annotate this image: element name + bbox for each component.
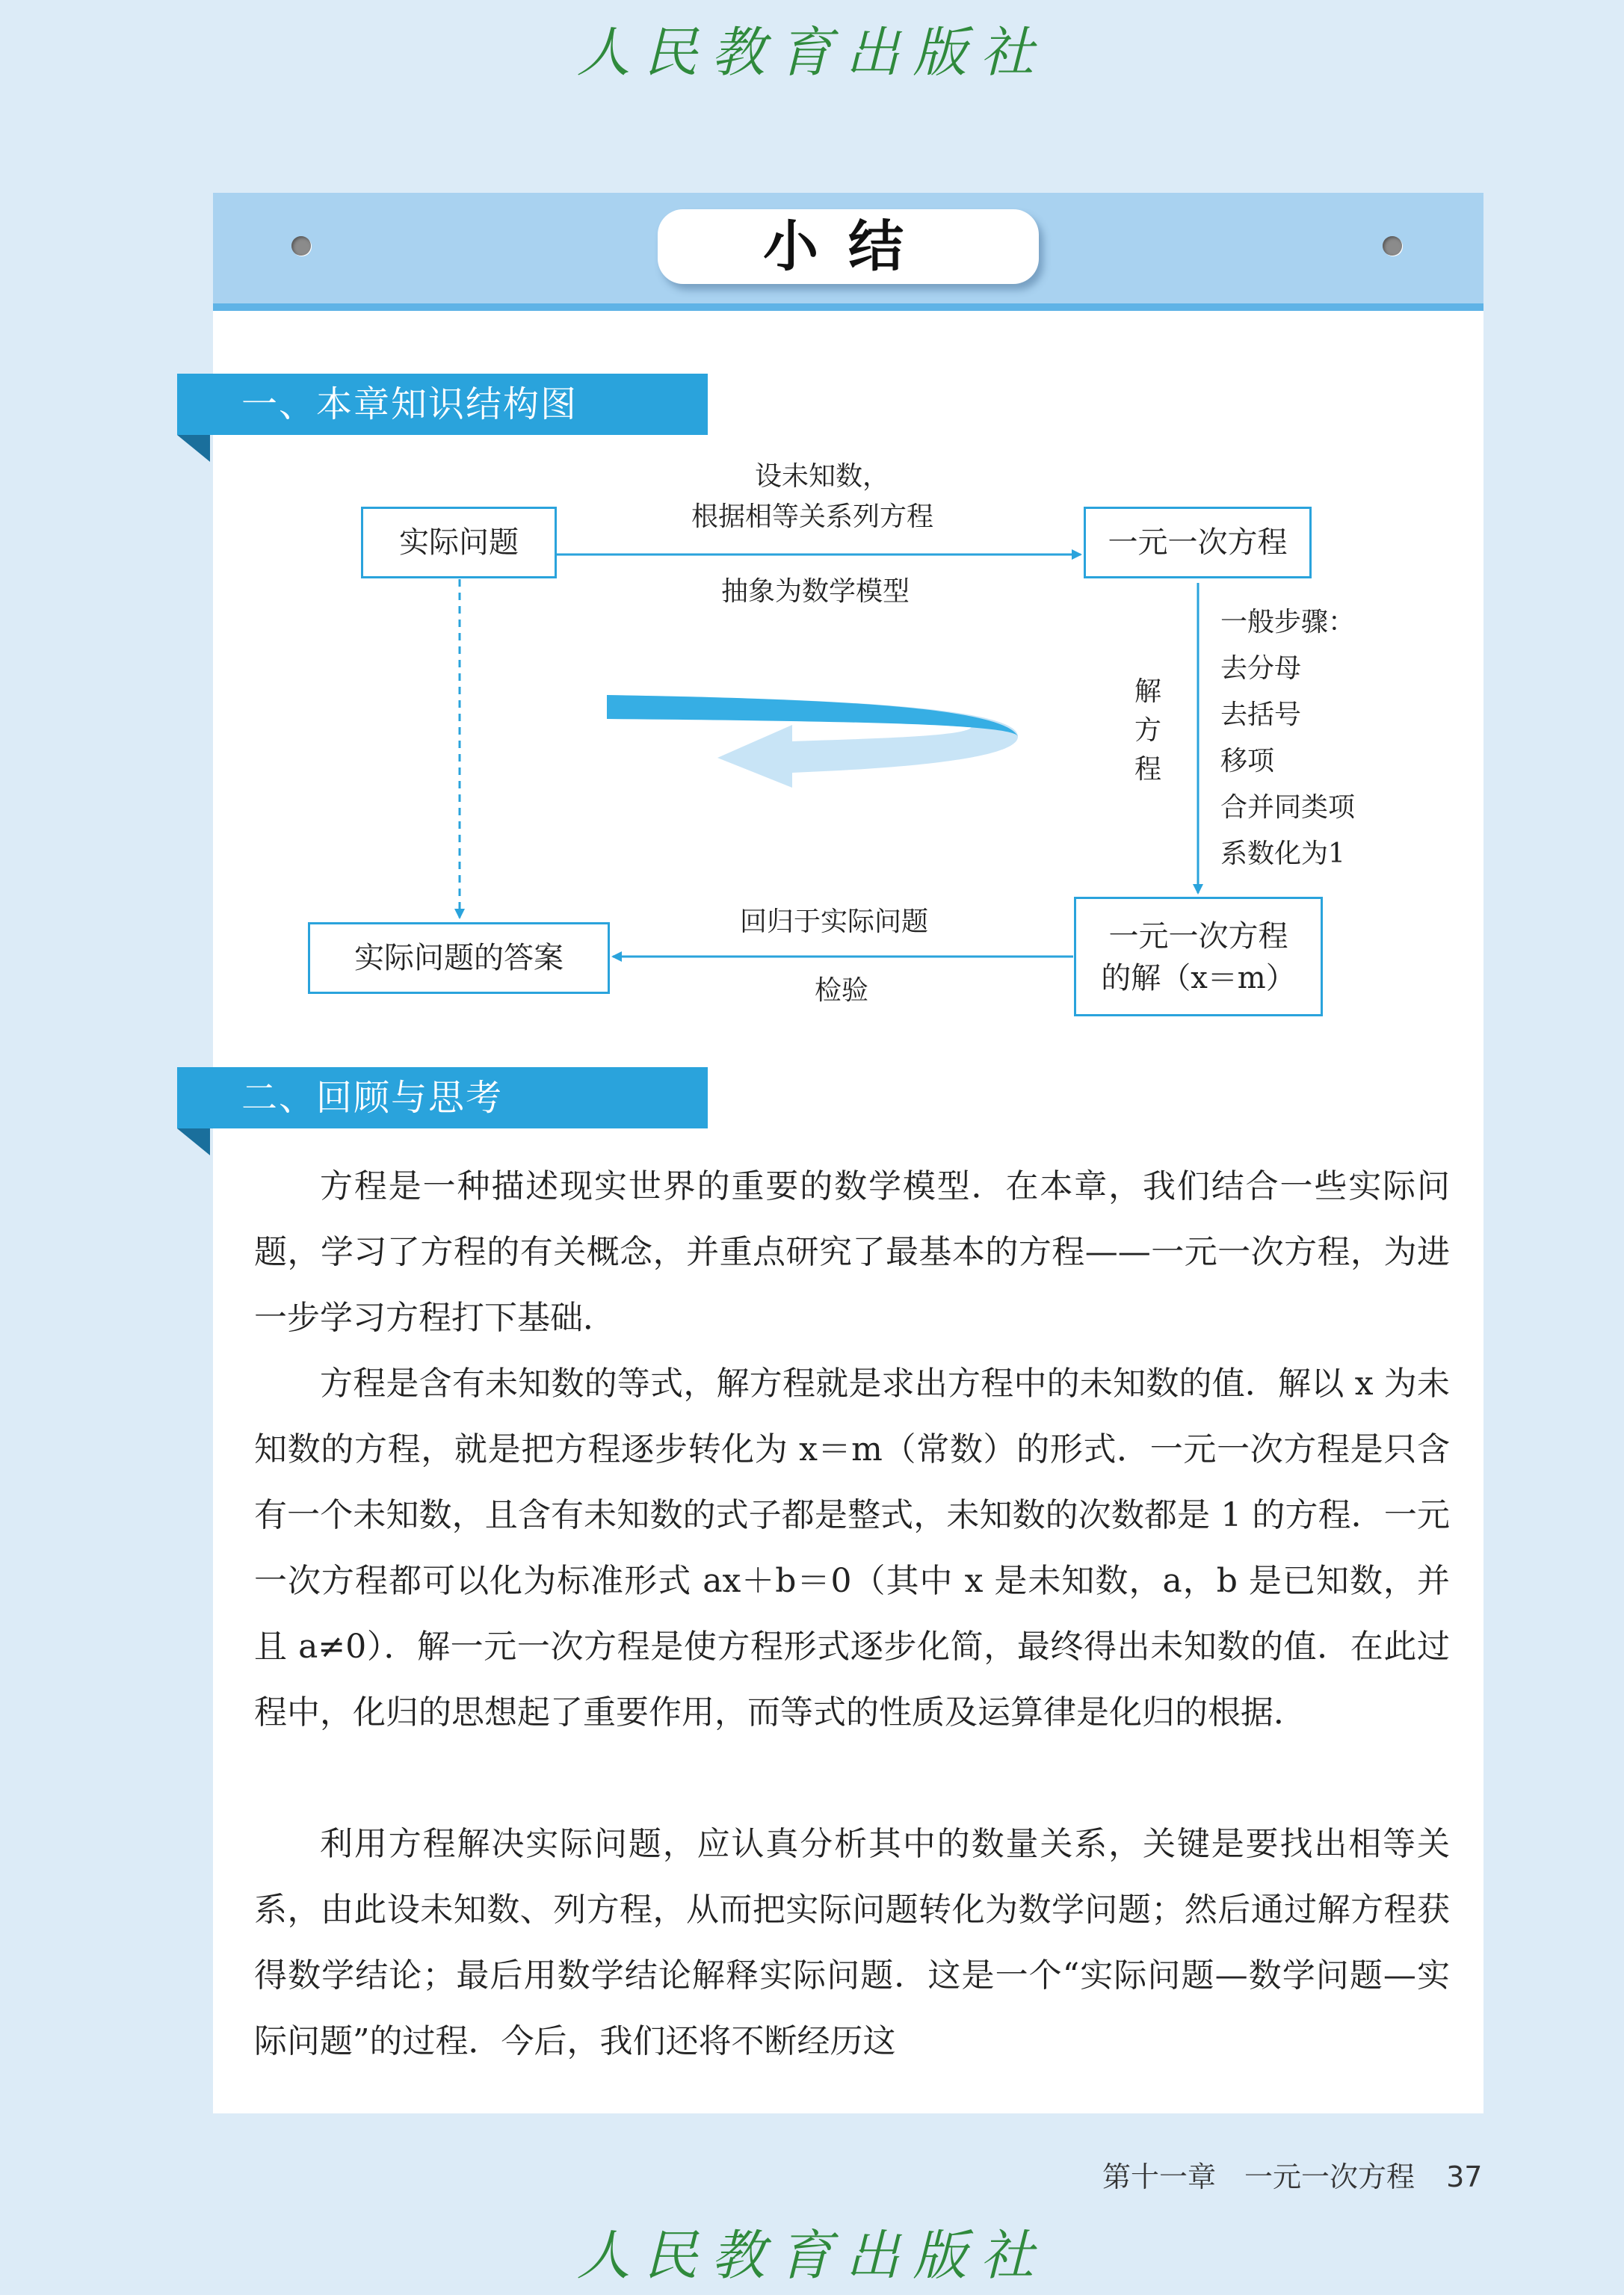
step-1: 去分母 [1220,653,1302,684]
solve-char-2: 方 [1134,715,1162,746]
section1-banner: 一、本章知识结构图 [177,374,708,435]
paragraph-3: 利用方程解决实际问题，应认真分析其中的数量关系，关键是要找出相等关系，由此设未知数、列方程，从而把实际问题转化为数学问题；然后通过解方程获得数学结论；最后用数学结论解释实际问题．这是一个“实际问题—数学问题—实际问题”的过程．今后，我们还将不断经历这 [254,1825,1450,2060]
step-heading: 一般步骤： [1220,607,1356,637]
solving-steps [1220,599,1355,877]
box-answer: 实际问题的答案 [308,922,610,994]
step-3: 移项 [1220,746,1275,776]
box-solution-line1: 一元一次方程 [1108,919,1288,954]
page-number: 37 [1446,2160,1483,2193]
box-solution [1074,897,1323,1016]
loop-arrow-front [607,695,1018,736]
step-2: 去括号 [1220,699,1302,730]
label-set-unknown: 设未知数， [755,461,890,492]
step-4: 合并同类项 [1220,792,1356,823]
section2-banner-fold [177,1128,210,1155]
label-list-equation: 根据相等关系列方程 [691,501,934,532]
page-footer [1102,2154,1482,2195]
section2-banner: 二、回顾与思考 [177,1067,708,1128]
label-return-real: 回归于实际问题 [740,906,929,937]
box-real-problem: 实际问题 [361,507,557,578]
paragraph-2: 方程是含有未知数的等式，解方程就是求出方程中的未知数的值．解以 x 为未知数的方程，就是把方程逐步转化为 x＝m（常数）的形式．一元一次方程是只含有一个未知数，且含有未知数的式子都是整式，未知数的次数都是 1 的方程．一元一次方程都可以化为标准形式 ax＋b＝0（其中 x 是未知数，a，b 是已知数，并且 a≠0）．解一元一次方程是使方程形式逐步化简，最终得出未知数的值．在此过程中，化归的思想起了重要作用，而等式的性质及运算律是化归的根据． [254,1365,1450,1732]
solve-char-3: 程 [1134,754,1162,785]
publisher-logo-top: 人民教育出版社 [576,21,1048,84]
step-5: 系数化为1 [1220,838,1345,869]
label-abstract-model: 抽象为数学模型 [721,576,910,607]
publisher-logo-bottom: 人民教育出版社 [576,2224,1048,2287]
page-title: 小结 [658,209,1039,284]
label-solve-equation [1134,673,1161,789]
footer-chapter: 第十一章 一元一次方程 [1102,2160,1415,2193]
box-linear-equation: 一元一次方程 [1084,507,1312,578]
box-solution-line2: 的解（x＝m） [1101,961,1296,995]
paragraph-1: 方程是一种描述现实世界的重要的数学模型．在本章，我们结合一些实际问题，学习了方程的有关概念，并重点研究了最基本的方程——一元一次方程，为进一步学习方程打下基础． [254,1167,1450,1337]
label-check: 检验 [815,975,869,1006]
solve-char-1: 解 [1134,676,1162,707]
